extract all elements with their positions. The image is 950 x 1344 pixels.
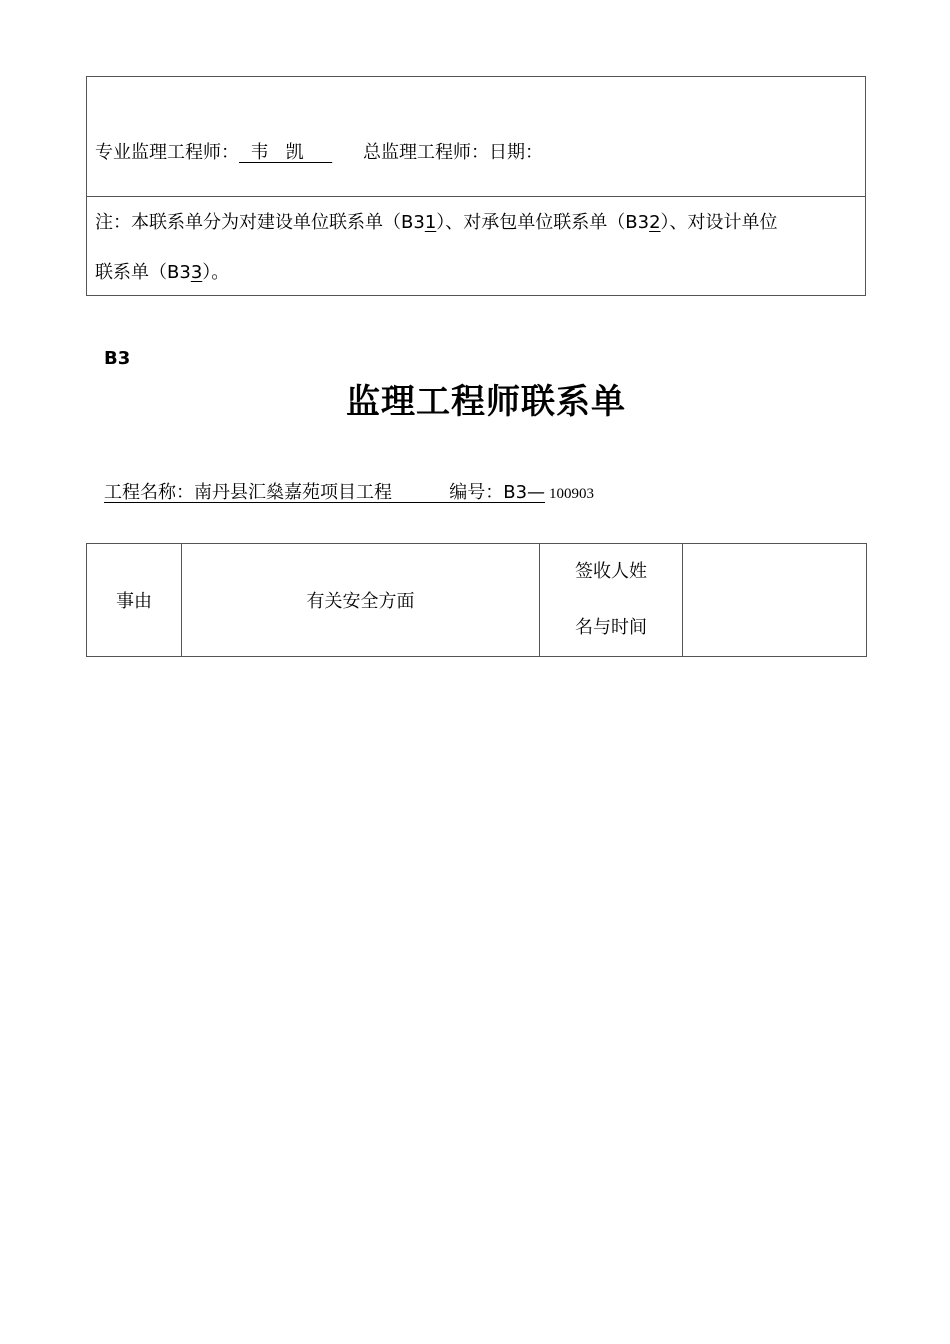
note-text: 联系单（B3 (95, 262, 191, 283)
supervisor-name: 韦 凯 (239, 142, 333, 163)
reason-label-cell: 事由 (87, 544, 182, 657)
note-code-3: 3 (190, 262, 203, 283)
chief-date-label: 总监理工程师：日期： (363, 142, 543, 163)
signature-row (95, 140, 543, 166)
project-name-and-number: 工程名称：南丹县汇燊嘉苑项目工程 编号：B3— (104, 482, 546, 503)
form-title: 监理工程师联系单 (346, 382, 626, 422)
note-text: ）。 (202, 262, 230, 283)
receiver-label-line1: 签收人姓 (575, 561, 647, 582)
receiver-value-cell (683, 544, 867, 657)
note-text: ）、对设计单位 (660, 212, 778, 233)
note-code-2: 2 (649, 212, 661, 233)
row-divider (87, 196, 865, 197)
note-text: ）、对承包单位联系单（B3 (436, 212, 650, 233)
supervisor-label: 专业监理工程师： (95, 142, 239, 163)
note-line-1 (95, 210, 778, 236)
note-code-1: 1 (424, 212, 437, 233)
serial-number: 100903 (549, 486, 595, 502)
project-info-line (104, 480, 594, 507)
receiver-label-cell (540, 544, 683, 657)
note-line-2 (95, 260, 229, 286)
contact-form-table (86, 543, 867, 657)
reason-value-cell: 有关安全方面 (182, 544, 540, 657)
receiver-label-line2: 名与时间 (575, 617, 647, 638)
previous-form-table (86, 76, 866, 296)
table-row (87, 544, 867, 657)
form-code: B3 (104, 348, 131, 369)
note-text: 注：本联系单分为对建设单位联系单（B3 (95, 212, 425, 233)
